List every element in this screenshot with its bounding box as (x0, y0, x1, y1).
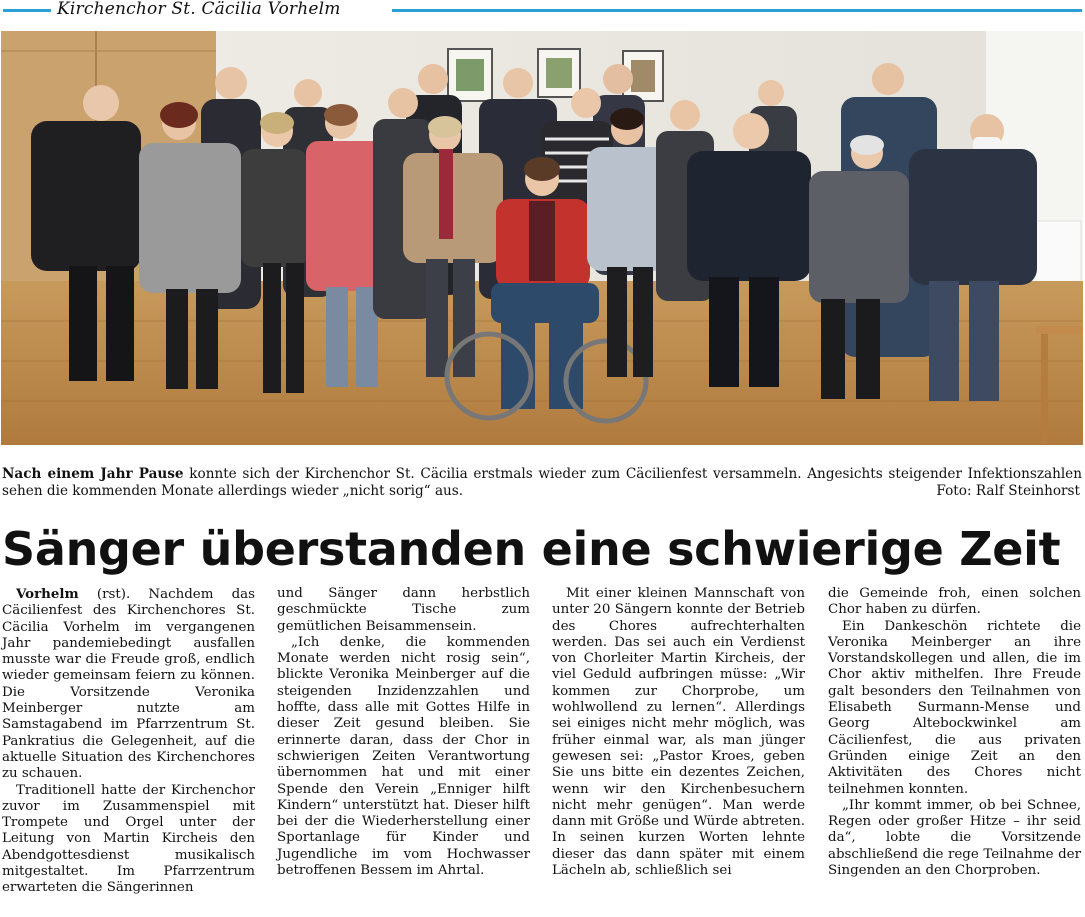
photo-caption (2, 466, 1082, 500)
article-paragraph: Ein Dankeschön richtete die Veronika Meinberger an ihre Vorstandskollegen und allen, die im Chor aktiv mithelfen. Ihre Freude galt besonders den Teilnahmen von Elisabeth Surmann-Mense und Georg Altebockwinkel am Cäcilienfest, die aus privaten Gründen einige Zeit an den Aktivitäten des Chores nicht teilnehmen konnten. (828, 618, 1081, 797)
caption-text: konnte sich der Kirchenchor St. Cäcilia erstmals wieder zum Cäcilienfest versammeln. Angesichts steigender Infektionszahlen sehen die kommenden Monate allerdings wieder „nicht sorig“ aus. (2, 466, 1082, 499)
article-paragraph: Mit einer kleinen Mannschaft von unter 20 Sängern konnte der Betrieb des Chores aufrechterhalten werden. Das sei auch ein Verdienst von Chorleiter Martin Kircheis, der viel Geduld aufbringen müsse: „Wir kommen zur Chorprobe, um wohlwollend zu lernen“. Allerdings sei einiges nicht mehr möglich, was früher einmal war, als man jünger gewesen sei: „Pastor Kroes, geben Sie uns bitte ein dezentes Zeichen, wenn wir den Kirchenbesuchern nicht mehr genügen“. Man werde dann mit Größe und Würde abtreten. In seinen kurzen Worten lehnte dieser das dann später mit einem Lächeln ab, schließlich sei (552, 586, 805, 879)
group-photo (1, 31, 1083, 445)
section-header (0, 0, 1085, 20)
header-rule-left (3, 9, 51, 12)
photo-credit: Foto: Ralf Steinhorst (936, 483, 1080, 499)
header-rule-right (392, 9, 1082, 12)
dateline-place: Vorhelm (16, 586, 79, 602)
article-headline: Sänger überstanden eine schwierige Zeit (2, 522, 1061, 576)
article-paragraph: die Gemeinde froh, einen solchen Chor haben zu dürfen. (828, 586, 1081, 618)
article-column-2 (277, 586, 530, 879)
article-column-1 (2, 586, 255, 897)
article-paragraph: und Sänger dann herbstlich geschmückte Tische zum gemütlichen Beisammensein. (277, 586, 530, 634)
article-paragraph (2, 586, 255, 783)
article-paragraph: „Ihr kommt immer, ob bei Schnee, Regen oder großer Hitze – ihr seid da“, lobte die Vorsitzende abschließend die rege Teilnahme der Singenden an den Chorproben. (828, 797, 1081, 879)
caption-lead: Nach einem Jahr Pause (2, 466, 184, 482)
article-column-4 (828, 586, 1081, 879)
paragraph-text: (rst). Nachdem das Cäcilienfest des Kirchenchores St. Cäcilia Vorhelm im vergangenen Jahr pandemiebedingt ausfallen musste war die Freude groß, endlich wieder gemeinsam feiern zu können. Die Vorsitzende Veronika Meinberger nutzte am Samstagabend im Pfarrzentrum St. Pankratius die Gelegenheit, auf die aktuelle Situation des Kirchenchores zu schauen. (2, 587, 255, 782)
article-paragraph: „Ich denke, die kommenden Monate werden nicht rosig sein“, blickte Veronika Meinberger auf die steigenden Inzidenzzahlen und hoffte, dass alle mit Gottes Hilfe in dieser Zeit gesund bleiben. Sie erinnerte daran, dass der Chor in schwierigen Zeiten Verantwortung übernommen hat und mit einer Spende den Verein „Enniger hilft Kindern“ unterstützt hat. Dieser hilft bei der die Wiederherstellung einer Sportanlage für Kinder und Jugendliche im vom Hochwasser betroffenen Bessem im Ahrtal. (277, 634, 530, 879)
section-kicker: Kirchenchor St. Cäcilia Vorhelm (57, 0, 341, 19)
article-paragraph: Traditionell hatte der Kirchenchor zuvor im Zusammenspiel mit Trompete und Orgel unter der Leitung von Martin Kircheis den Abendgottesdienst musikalisch mitgestaltet. Im Pfarrzentrum erwarteten die Sängerinnen (2, 782, 255, 896)
article-column-3 (552, 586, 805, 879)
